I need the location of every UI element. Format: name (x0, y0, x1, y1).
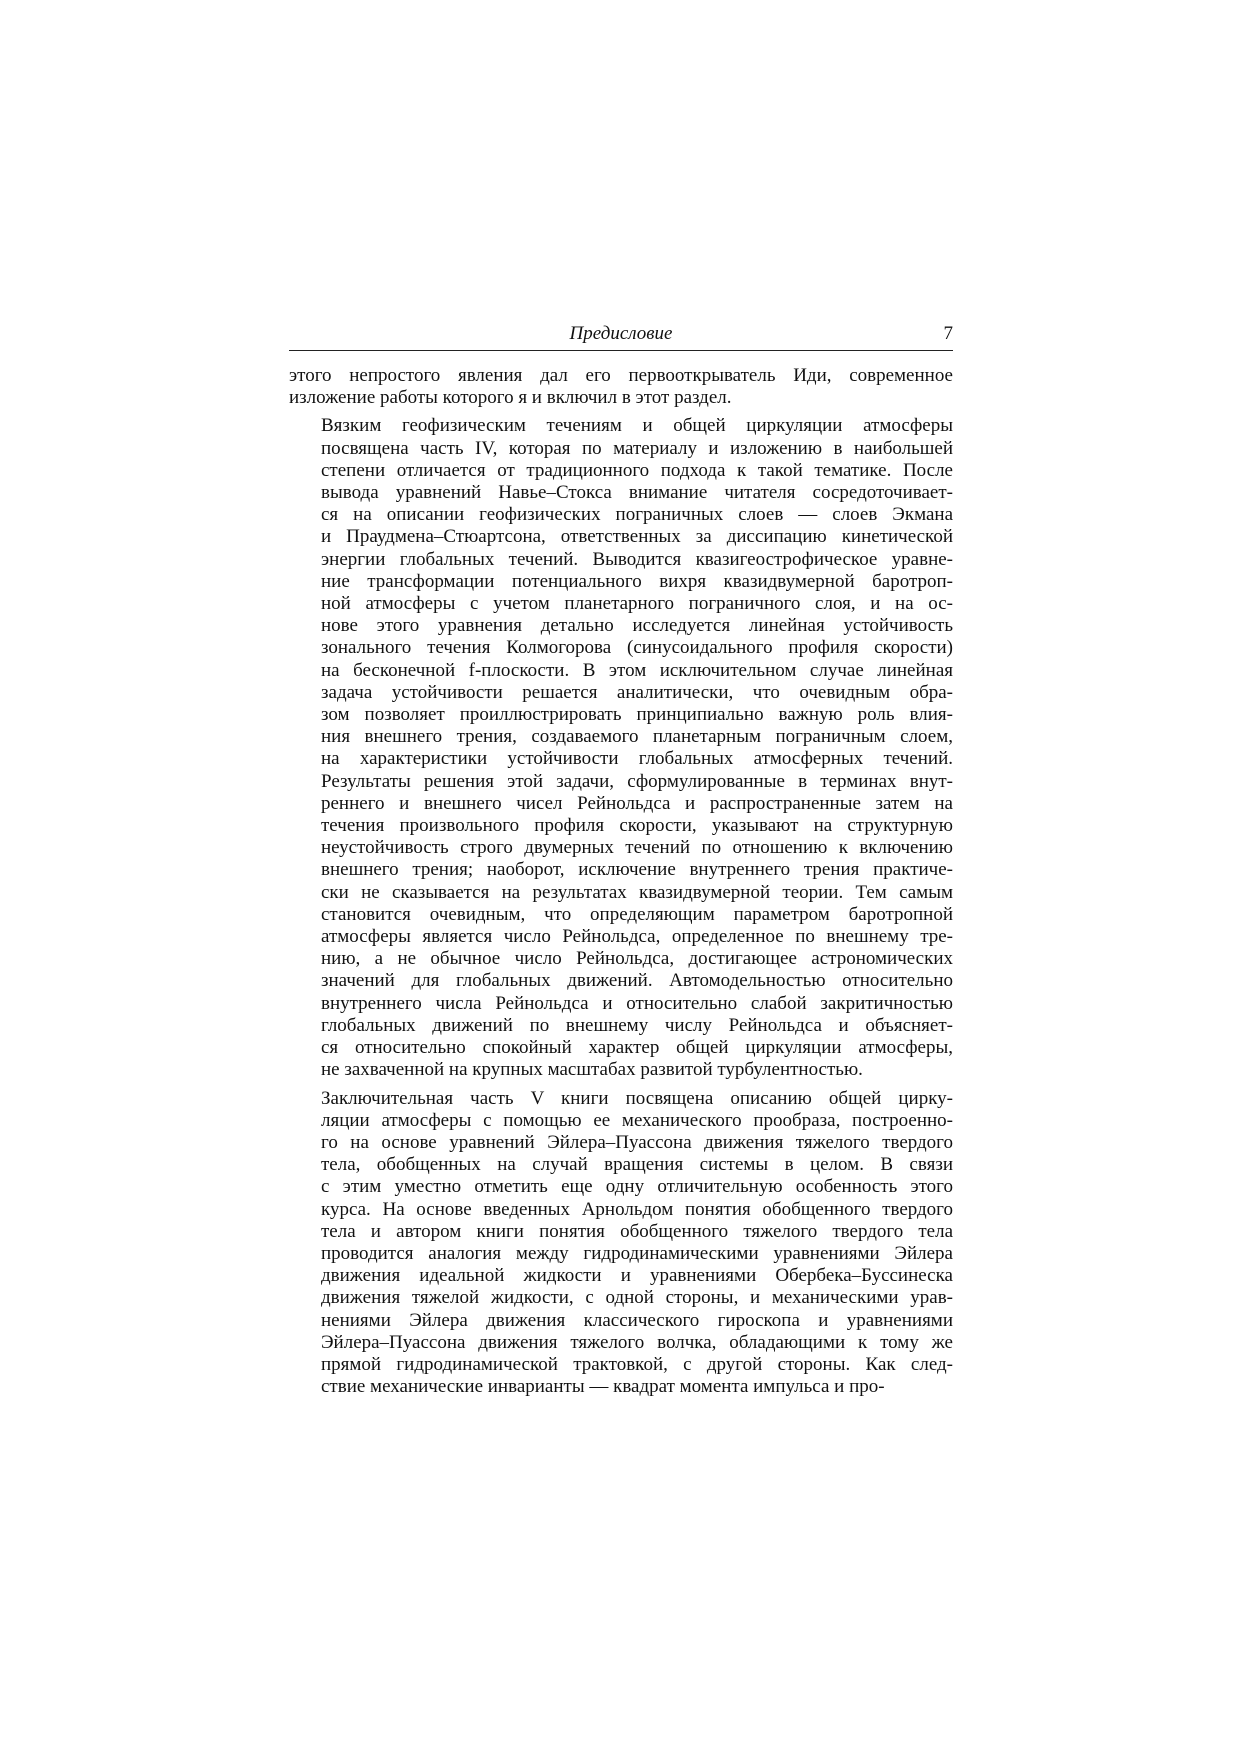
text-line: ние трансформации потенциального вихря квазидвумерной баротроп- (321, 570, 953, 592)
text-line: течения произвольного профиля скорости, указывают на структурную (321, 815, 953, 837)
text-line: тела и автором книги понятия обобщенного тяжелого твердого тела (321, 1220, 953, 1242)
text-line: с этим уместно отметить еще одну отличительную особенность этого (321, 1176, 953, 1198)
text-line: посвящена часть IV, которая по материалу и изложению в наибольшей (321, 437, 953, 459)
text-line: внутреннего числа Рейнольдса и относительно слабой закритичностью (321, 992, 953, 1014)
text-line: изложение работы которого я и включил в этот раздел. (289, 387, 732, 409)
text-line: вывода уравнений Навье–Стокса внимание читателя сосредоточивает- (321, 482, 953, 504)
text-line: движения идеальной жидкости и уравнениями Обербека–Буссинеска (321, 1265, 953, 1287)
text-line: глобальных движений по внешнему числу Рейнольдса и объясняет- (321, 1014, 953, 1036)
text-line: движения тяжелой жидкости, с одной стороны, и механическими урав- (321, 1287, 953, 1309)
paragraph-3 (289, 1088, 953, 1399)
text-line: ляции атмосферы с помощью ее механического прообраза, построенно- (321, 1109, 953, 1131)
text-line: значений для глобальных движений. Автомодельностью относительно (321, 970, 953, 992)
text-line: становится очевидным, что определяющим параметром баротропной (321, 903, 953, 925)
text-line: неустойчивость строго двумерных течений по отношению к включению (321, 837, 953, 859)
text-line: зонального течения Колмогорова (синусоидального профиля скорости) (321, 637, 953, 659)
text-line: энергии глобальных течений. Выводится квазигеострофическое уравне- (321, 548, 953, 570)
text-line: Результаты решения этой задачи, сформулированные в терминах внут- (321, 770, 953, 792)
page (289, 320, 953, 1398)
text-line: на характеристики устойчивости глобальных атмосферных течений. (321, 748, 953, 770)
text-line: го на основе уравнений Эйлера–Пуассона движения тяжелого твердого (321, 1131, 953, 1153)
running-head (289, 320, 953, 351)
text-line: ния внешнего трения, создаваемого планетарным пограничным слоем, (321, 726, 953, 748)
body-text (289, 365, 953, 1398)
text-line: Вязким геофизическим течениям и общей циркуляции атмосферы (321, 415, 953, 437)
text-line: этого непростого явления дал его первооткрыватель Иди, современное (289, 365, 953, 386)
text-line: степени отличается от традиционного подхода к такой тематике. После (321, 459, 953, 481)
text-line: зом позволяет проиллюстрировать принципиально важную роль влия- (321, 704, 953, 726)
text-line: Заключительная часть V книги посвящена описанию общей цирку- (321, 1087, 953, 1109)
running-title: Предисловие (569, 323, 673, 344)
text-line: на бесконечной f-плоскости. В этом исключительном случае линейная (321, 659, 953, 681)
paragraph-1 (289, 365, 953, 409)
text-line: реннего и внешнего чисел Рейнольдса и распространенные затем на (321, 792, 953, 814)
text-line: нию, а не обычное число Рейнольдса, достигающее астрономических (321, 948, 953, 970)
text-line: ной атмосферы с учетом планетарного пограничного слоя, и на ос- (321, 593, 953, 615)
text-line: ски не сказывается на результатах квазидвумерной теории. Тем самым (321, 881, 953, 903)
text-line: ствие механические инварианты — квадрат момента импульса и про- (321, 1376, 885, 1398)
text-line: ся относительно спокойный характер общей циркуляции атмосферы, (321, 1037, 953, 1059)
text-line: внешнего трения; наоборот, исключение внутреннего трения практиче- (321, 859, 953, 881)
text-line: тела, обобщенных на случай вращения системы в целом. В связи (321, 1154, 953, 1176)
page-number: 7 (943, 323, 953, 344)
text-line: проводится аналогия между гидродинамическими уравнениями Эйлера (321, 1242, 953, 1264)
text-line: атмосферы является число Рейнольдса, определенное по внешнему тре- (321, 926, 953, 948)
text-line: и Праудмена–Стюартсона, ответственных за диссипацию кинетической (321, 526, 953, 548)
text-line: нениями Эйлера движения классического гироскопа и уравнениями (321, 1309, 953, 1331)
paragraph-2 (289, 415, 953, 1081)
text-line: прямой гидродинамической трактовкой, с другой стороны. Как след- (321, 1353, 953, 1375)
text-line: задача устойчивости решается аналитически, что очевидным обра- (321, 681, 953, 703)
text-line: курса. На основе введенных Арнольдом понятия обобщенного твердого (321, 1198, 953, 1220)
text-line: нове этого уравнения детально исследуется линейная устойчивость (321, 615, 953, 637)
text-line: ся на описании геофизических пограничных слоев — слоев Экмана (321, 504, 953, 526)
text-line: не захваченной на крупных масштабах развитой турбулентностью. (321, 1059, 863, 1081)
text-line: Эйлера–Пуассона движения тяжелого волчка, обладающими к тому же (321, 1331, 953, 1353)
